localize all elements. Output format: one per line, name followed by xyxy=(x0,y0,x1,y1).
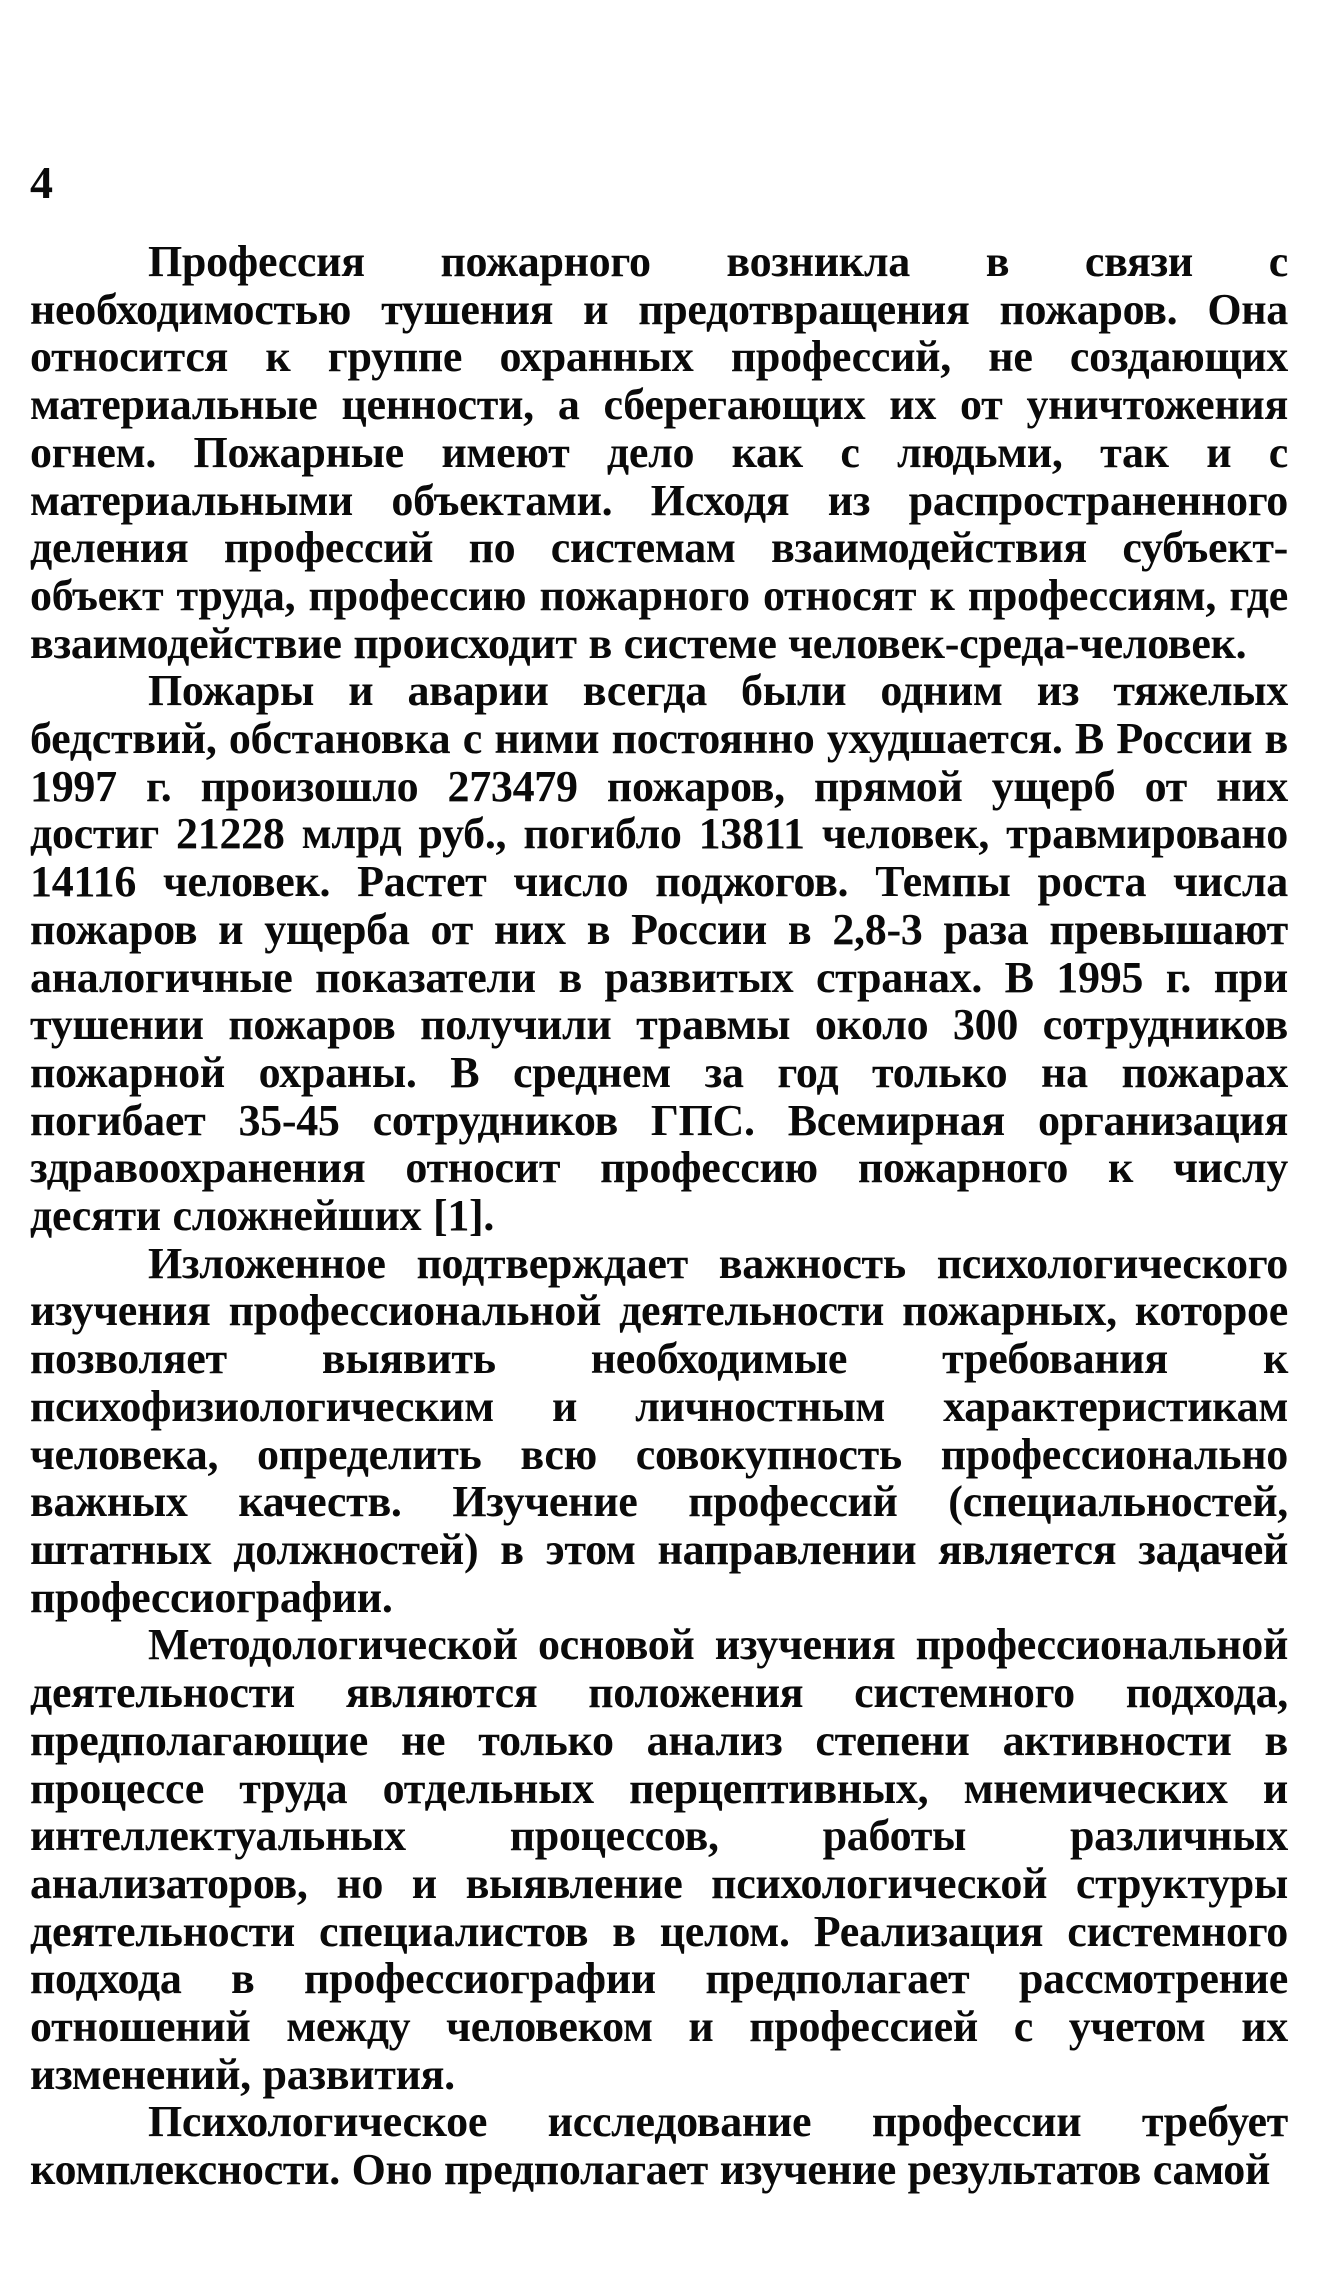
paragraph-1: Профессия пожарного возникла в связи с необходимостью тушения и предотвращения пожаров. Она относится к группе охранных профессий, не создающих материальные ценности, а сберегающих их от уничтожения огнем. Пожарные имеют дело как с людьми, так и с материальными объектами. Исходя из распространенного деления профессий по системам взаимодействия субъект-объект труда, профессию пожарного относят к профессиям, где взаимодействие происходит в системе человек-среда-человек. xyxy=(30,237,1288,668)
paragraph-4: Методологической основой изучения профессиональной деятельности являются положения системного подхода, предполагающие не только анализ степени активности в процессе труда отдельных перцептивных, мнемических и интеллектуальных процессов, работы различных анализаторов, но и выявление психологической структуры деятельности специалистов в целом. Реализация системного подхода в профессиографии предполагает рассмотрение отношений между человеком и профессией с учетом их изменений, развития. xyxy=(30,1620,1288,2099)
body-text xyxy=(30,238,1288,2194)
paragraph-2: Пожары и аварии всегда были одним из тяжелых бедствий, обстановка с ними постоянно ухудшается. В России в 1997 г. произошло 273479 пожаров, прямой ущерб от них достиг 21228 млрд руб., погибло 13811 человек, травмировано 14116 человек. Растет число поджогов. Темпы роста числа пожаров и ущерба от них в России в 2,8-3 раза превышают аналогичные показатели в развитых странах. В 1995 г. при тушении пожаров получили травмы около 300 сотрудников пожарной охраны. В среднем за год только на пожарах погибает 35-45 сотрудников ГПС. Всемирная организация здравоохранения относит профессию пожарного к числу десяти сложнейших [1]. xyxy=(30,666,1288,1241)
paragraph-5: Психологическое исследование профессии требует комплексности. Оно предполагает изучение результатов самой xyxy=(30,2097,1288,2195)
page-number: 4 xyxy=(30,157,53,208)
paragraph-3: Изложенное подтверждает важность психологического изучения профессиональной деятельности пожарных, которое позволяет выявить необходимые требования к психофизиологическим и личностным характеристикам человека, определить всю совокупность профессионально важных качеств. Изучение профессий (специальностей, штатных должностей) в этом направлении является задачей профессиографии. xyxy=(30,1238,1288,1622)
